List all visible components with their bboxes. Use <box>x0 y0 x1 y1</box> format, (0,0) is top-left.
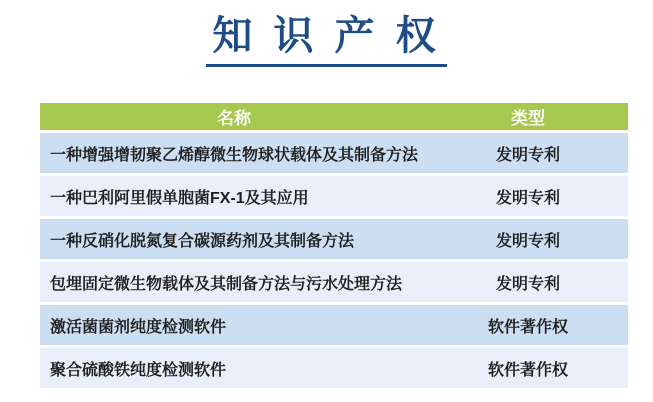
column-header-type: 类型 <box>428 103 628 130</box>
ip-type-cell: 软件著作权 <box>428 305 628 345</box>
table-row <box>40 305 628 345</box>
ip-type-cell: 软件著作权 <box>428 348 628 388</box>
title-container <box>0 4 653 67</box>
page-title: 知 识 产 权 <box>206 4 446 67</box>
ip-name-cell: 一种巴利阿里假单胞菌FX-1及其应用 <box>40 176 428 216</box>
ip-type-cell: 发明专利 <box>428 176 628 216</box>
table-row <box>40 219 628 259</box>
table-row <box>40 133 628 173</box>
intellectual-property-table <box>40 100 628 391</box>
table-row <box>40 176 628 216</box>
table-row <box>40 262 628 302</box>
ip-name-cell: 包埋固定微生物载体及其制备方法与污水处理方法 <box>40 262 428 302</box>
ip-type-cell: 发明专利 <box>428 219 628 259</box>
ip-type-cell: 发明专利 <box>428 262 628 302</box>
ip-name-cell: 一种反硝化脱氮复合碳源药剂及其制备方法 <box>40 219 428 259</box>
table-header-row <box>40 103 628 130</box>
ip-type-cell: 发明专利 <box>428 133 628 173</box>
table-row <box>40 348 628 388</box>
table-body <box>40 133 628 388</box>
ip-name-cell: 一种增强增韧聚乙烯醇微生物球状载体及其制备方法 <box>40 133 428 173</box>
column-header-name: 名称 <box>40 103 428 130</box>
ip-name-cell: 聚合硫酸铁纯度检测软件 <box>40 348 428 388</box>
ip-name-cell: 激活菌菌剂纯度检测软件 <box>40 305 428 345</box>
